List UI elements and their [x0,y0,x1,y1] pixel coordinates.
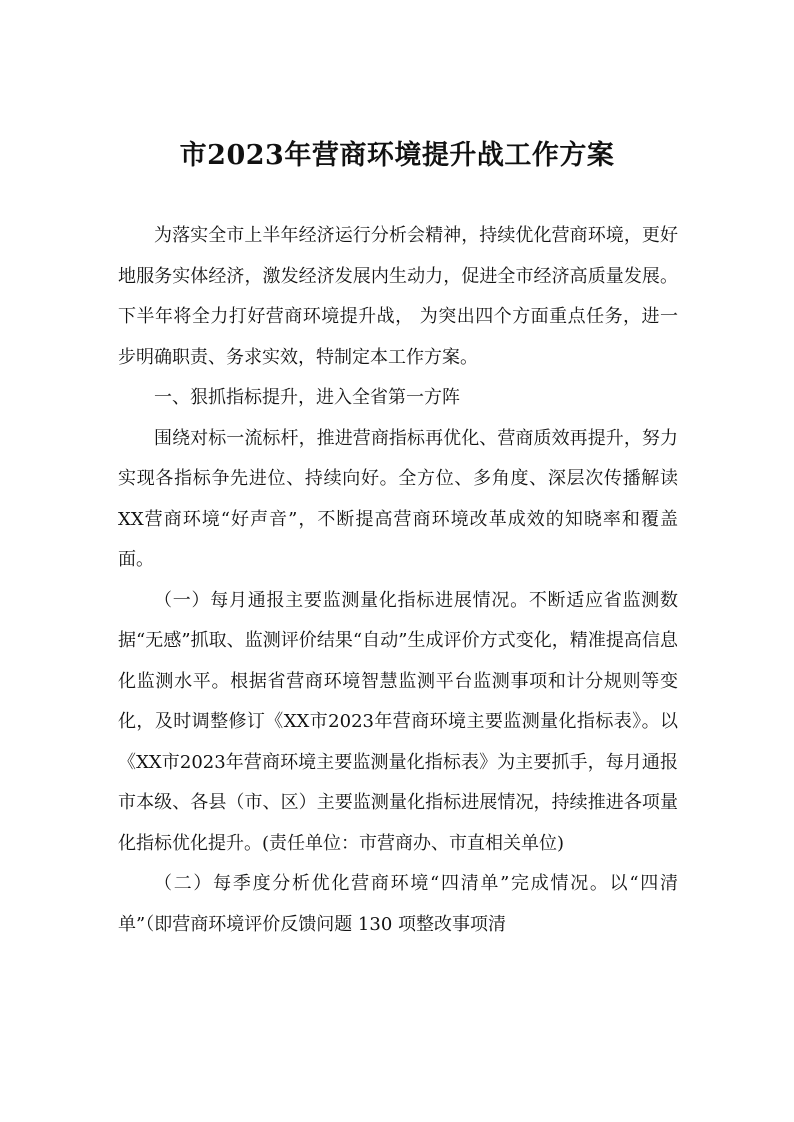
section-1-paragraph: 围绕对标一流标杆，推进营商指标再优化、营商质效再提升，努力实现各指标争先进位、持续向好。全方位、多角度、深层次传播解读 XX营商环境“好声音”，不断提高营商环境改革成效的知晓率和覆盖面。 [118,427,678,570]
intro-paragraph: 为落实全市上半年经济运行分析会精神，持续优化营商环境，更好地服务实体经济，激发经济发展内生动力，促进全市经济高质量发展。下半年将全力打好营商环境提升战， 为突出四个方面重点任务，进一步明确职责、务求实效，特制定本工作方案。 [118,225,678,368]
document-body [118,216,678,945]
section-heading-1: 一、狠抓指标提升，进入全省第一方阵 [154,387,460,408]
document-title: 市2023年营商环境提升战工作方案 [179,140,615,171]
subsection-1-paragraph: （一）每月通报主要监测量化指标进展情况。不断适应省监测数据“无感”抓取、监测评价结果“自动”生成评价方式变化，精准提高信息化监测水平。根据省营商环境智慧监测平台监测事项和计分规则等变化，及时调整修订《XX市2023年营商环境主要监测量化指标表》。以《XX市2023年营商环境主要监测量化指标表》为主要抓手，每月通报市本级、各县（市、区）主要监测量化指标进展情况，持续推进各项量化指标优化提升。(责任单位：市营商办、市直相关单位) [118,589,678,854]
subsection-2-paragraph: （二）每季度分析优化营商环境“四清单”完成情况。以“四清单”（即营商环境评价反馈问题 130 项整改事项清 [118,873,678,935]
